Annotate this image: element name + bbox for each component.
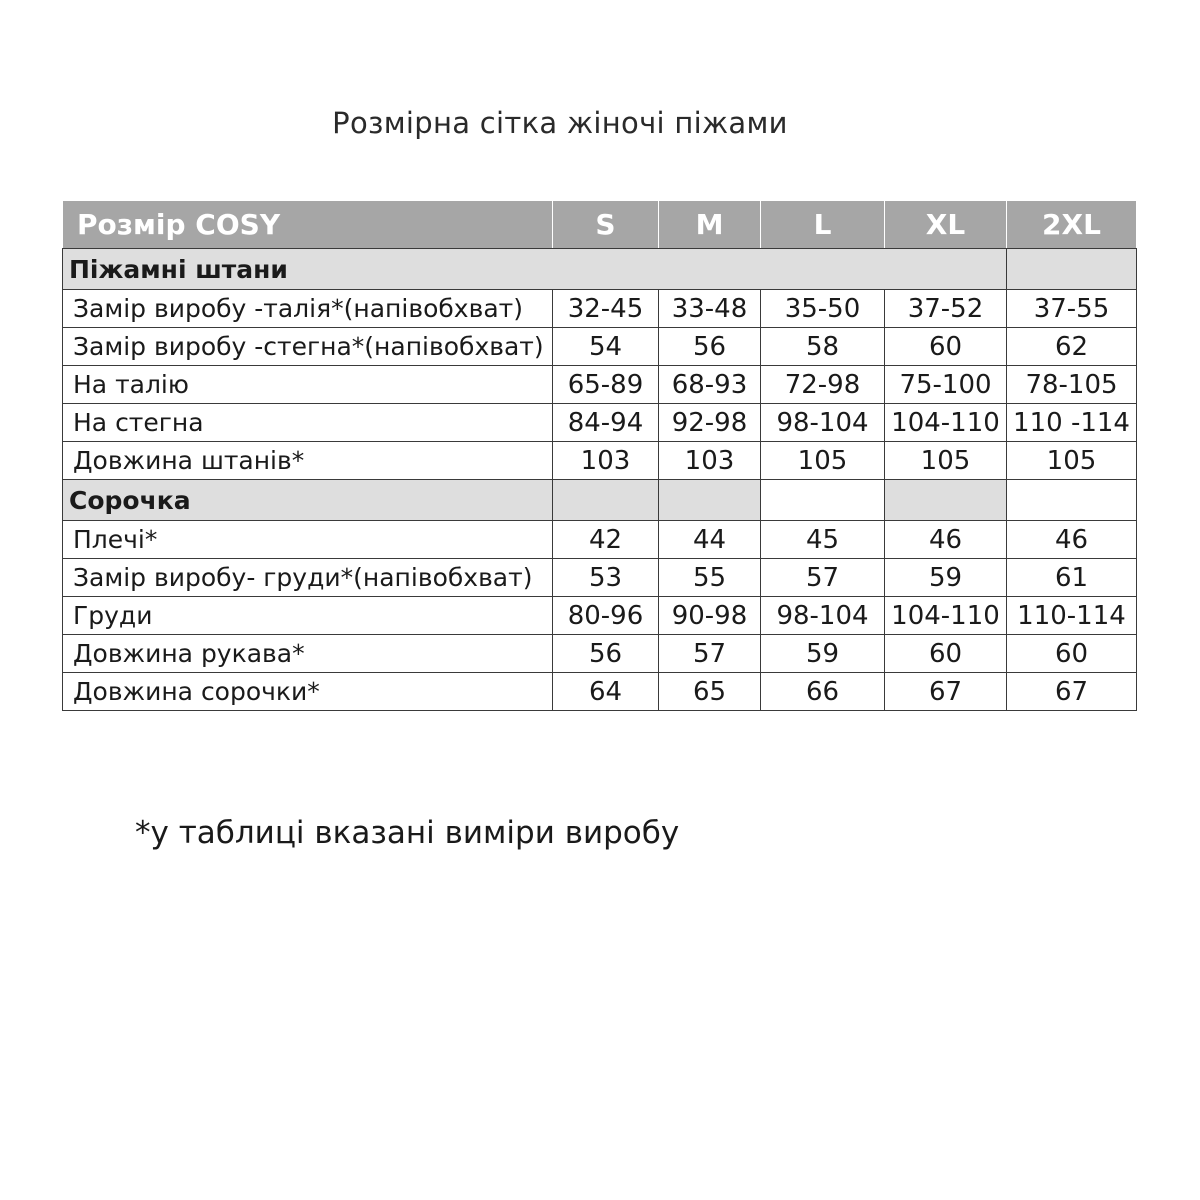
section-title-pants: Піжамні штани <box>63 249 1007 290</box>
cell-value: 105 <box>885 442 1007 480</box>
cell-value: 61 <box>1007 559 1137 597</box>
header-cell-size-2xl: 2XL <box>1007 201 1137 249</box>
header-cell-size-m: M <box>659 201 761 249</box>
table-row <box>63 521 1137 559</box>
row-label: На талію <box>63 366 553 404</box>
cell-value: 58 <box>761 328 885 366</box>
cell-value: 33-48 <box>659 290 761 328</box>
cell-value: 65-89 <box>553 366 659 404</box>
cell-value: 56 <box>553 635 659 673</box>
cell-value: 103 <box>553 442 659 480</box>
cell-value: 110-114 <box>1007 597 1137 635</box>
row-label: Замір виробу -стегна*(напівобхват) <box>63 328 553 366</box>
table-row <box>63 404 1137 442</box>
cell-value: 32-45 <box>553 290 659 328</box>
section-filler <box>659 480 761 521</box>
table-row <box>63 328 1137 366</box>
table-row <box>63 635 1137 673</box>
cell-value: 98-104 <box>761 404 885 442</box>
table-row <box>63 442 1137 480</box>
section-row-shirt <box>63 480 1137 521</box>
table-header-row <box>63 201 1137 249</box>
table-row <box>63 673 1137 711</box>
cell-value: 67 <box>885 673 1007 711</box>
cell-value: 57 <box>761 559 885 597</box>
header-cell-size-xl: XL <box>885 201 1007 249</box>
header-cell-size-label: Розмір COSY <box>63 201 553 249</box>
cell-value: 64 <box>553 673 659 711</box>
cell-value: 105 <box>761 442 885 480</box>
row-label: Груди <box>63 597 553 635</box>
table-row <box>63 290 1137 328</box>
cell-value: 110 -114 <box>1007 404 1137 442</box>
cell-value: 57 <box>659 635 761 673</box>
cell-value: 92-98 <box>659 404 761 442</box>
cell-value: 37-55 <box>1007 290 1137 328</box>
cell-value: 75-100 <box>885 366 1007 404</box>
cell-value: 66 <box>761 673 885 711</box>
header-cell-size-s: S <box>553 201 659 249</box>
section-filler <box>1007 249 1137 290</box>
cell-value: 56 <box>659 328 761 366</box>
cell-value: 44 <box>659 521 761 559</box>
footnote: *у таблиці вказані виміри виробу <box>135 815 680 851</box>
size-table <box>62 200 1137 711</box>
section-filler <box>885 480 1007 521</box>
cell-value: 45 <box>761 521 885 559</box>
cell-value: 42 <box>553 521 659 559</box>
cell-value: 37-52 <box>885 290 1007 328</box>
cell-value: 54 <box>553 328 659 366</box>
section-filler <box>761 480 885 521</box>
cell-value: 53 <box>553 559 659 597</box>
row-label: Замір виробу -талія*(напівобхват) <box>63 290 553 328</box>
cell-value: 62 <box>1007 328 1137 366</box>
section-filler <box>1007 480 1137 521</box>
section-row-pants <box>63 249 1137 290</box>
section-title-shirt: Сорочка <box>63 480 553 521</box>
cell-value: 60 <box>885 635 1007 673</box>
row-label: Плечі* <box>63 521 553 559</box>
cell-value: 55 <box>659 559 761 597</box>
section-filler <box>553 480 659 521</box>
row-label: На стегна <box>63 404 553 442</box>
row-label: Довжина рукава* <box>63 635 553 673</box>
table-row <box>63 559 1137 597</box>
cell-value: 104-110 <box>885 597 1007 635</box>
cell-value: 78-105 <box>1007 366 1137 404</box>
cell-value: 46 <box>885 521 1007 559</box>
cell-value: 80-96 <box>553 597 659 635</box>
cell-value: 104-110 <box>885 404 1007 442</box>
cell-value: 35-50 <box>761 290 885 328</box>
cell-value: 59 <box>885 559 1007 597</box>
header-cell-size-l: L <box>761 201 885 249</box>
cell-value: 84-94 <box>553 404 659 442</box>
cell-value: 60 <box>885 328 1007 366</box>
cell-value: 60 <box>1007 635 1137 673</box>
cell-value: 90-98 <box>659 597 761 635</box>
cell-value: 65 <box>659 673 761 711</box>
cell-value: 105 <box>1007 442 1137 480</box>
cell-value: 72-98 <box>761 366 885 404</box>
row-label: Замір виробу- груди*(напівобхват) <box>63 559 553 597</box>
cell-value: 67 <box>1007 673 1137 711</box>
row-label: Довжина штанів* <box>63 442 553 480</box>
cell-value: 103 <box>659 442 761 480</box>
cell-value: 46 <box>1007 521 1137 559</box>
page-title: Розмірна сітка жіночі піжами <box>332 106 788 140</box>
table-row <box>63 597 1137 635</box>
cell-value: 68-93 <box>659 366 761 404</box>
row-label: Довжина сорочки* <box>63 673 553 711</box>
table-row <box>63 366 1137 404</box>
cell-value: 98-104 <box>761 597 885 635</box>
cell-value: 59 <box>761 635 885 673</box>
